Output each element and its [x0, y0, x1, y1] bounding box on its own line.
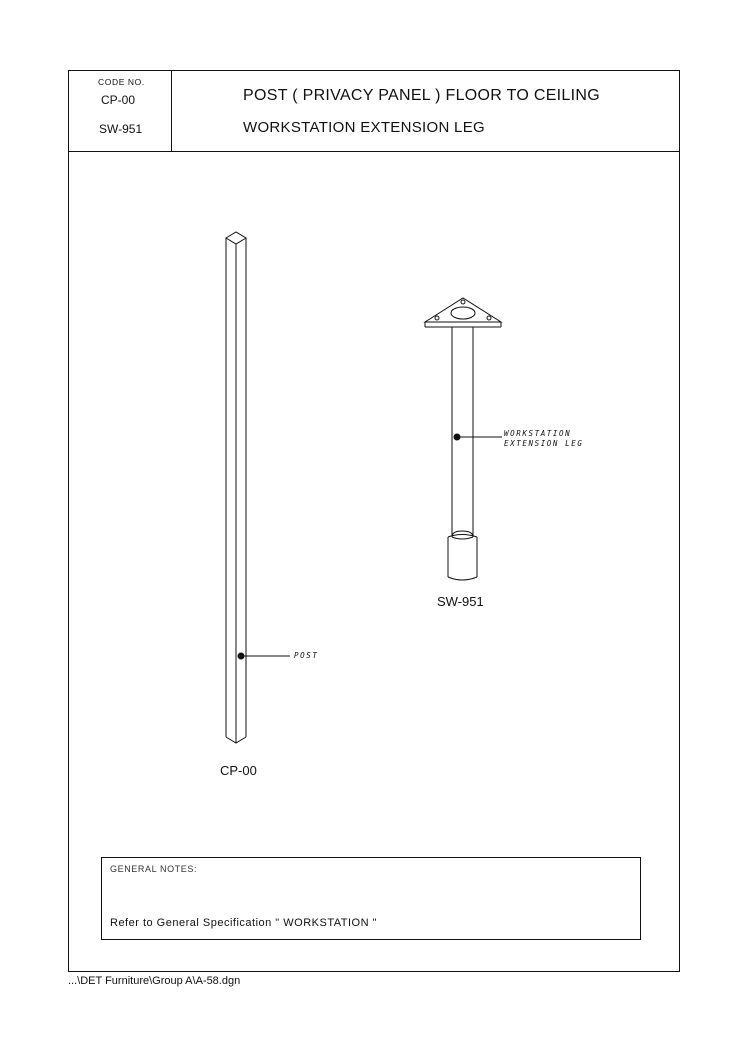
post-callout-label: POST: [294, 651, 319, 660]
extension-leg-callout-label-1: WORKSTATION: [504, 429, 572, 438]
code-number-label: CODE NO.: [98, 77, 145, 87]
file-path-footer: ...\DET Furniture\Group A\A-58.dgn: [68, 975, 241, 987]
extension-leg-caption: SW-951: [437, 594, 484, 609]
extension-leg-illustration: [425, 298, 501, 580]
extension-leg-callout-label-2: EXTENSION LEG: [504, 439, 584, 448]
title-line-1: POST ( PRIVACY PANEL ) FLOOR TO CEILING: [243, 87, 600, 104]
title-line-2: WORKSTATION EXTENSION LEG: [243, 119, 485, 136]
post-illustration: [226, 232, 246, 743]
general-notes-text: Refer to General Specification " WORKSTATION ": [110, 917, 377, 929]
general-notes-box: [101, 857, 641, 940]
extension-leg-callout-leader: [454, 434, 502, 440]
general-notes-title: GENERAL NOTES:: [110, 864, 198, 874]
post-caption: CP-00: [220, 763, 257, 778]
code-cp-00: CP-00: [101, 93, 136, 107]
code-sw-951: SW-951: [99, 122, 143, 136]
